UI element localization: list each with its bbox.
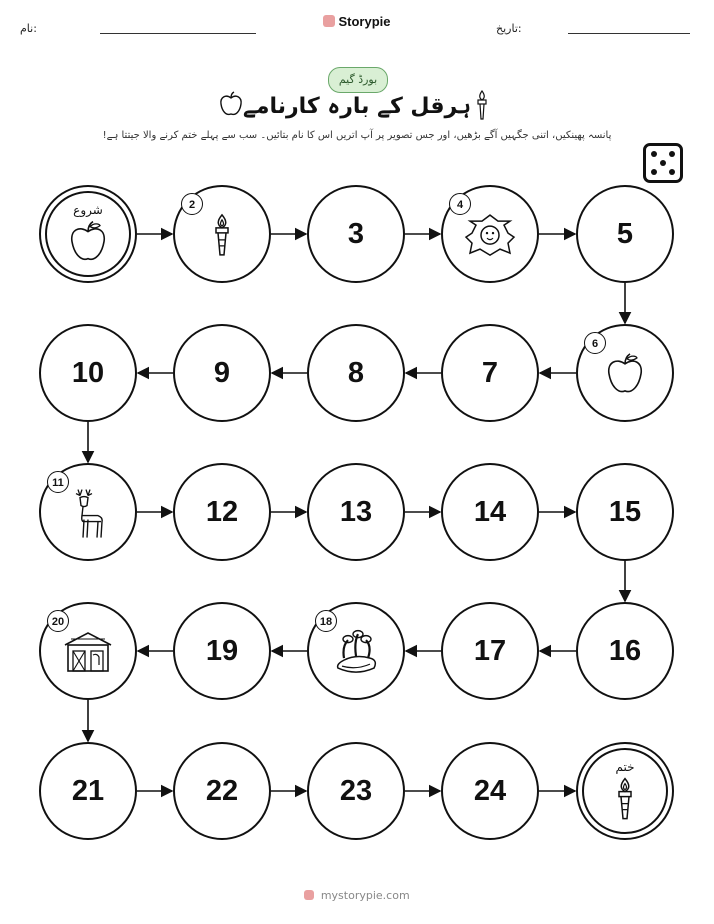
board-space-11 xyxy=(39,463,137,561)
space-number: 12 xyxy=(205,495,239,528)
board-space-18 xyxy=(307,602,405,700)
torch-icon xyxy=(211,213,233,261)
space-number: 21 xyxy=(71,774,105,807)
lion-skin-icon xyxy=(462,211,518,263)
torch-icon xyxy=(614,777,636,825)
board-space-8 xyxy=(307,324,405,422)
space-number: 14 xyxy=(473,495,507,528)
apple-icon xyxy=(68,220,108,268)
space-number: 20 xyxy=(47,610,69,632)
space-number: 3 xyxy=(347,217,365,250)
board-space-10 xyxy=(39,324,137,422)
start-label: شروع xyxy=(73,203,103,217)
space-number: 2 xyxy=(181,193,203,215)
stable-icon xyxy=(61,629,115,679)
board-space-17 xyxy=(441,602,539,700)
board-space-7 xyxy=(441,324,539,422)
space-number: 9 xyxy=(213,356,231,389)
space-number: 7 xyxy=(481,356,499,389)
footer-text: mystorypie.com xyxy=(320,889,410,902)
hydra-icon xyxy=(330,628,382,680)
page-title: ہرقل کے بارہ کارنامے xyxy=(242,94,472,119)
space-number: 6 xyxy=(584,332,606,354)
board-space-13 xyxy=(307,463,405,561)
board-space-24 xyxy=(441,742,539,840)
bear-footer-icon xyxy=(304,890,314,900)
board-space-15 xyxy=(576,463,674,561)
date-label: تاریخ: xyxy=(496,22,522,35)
space-number: 4 xyxy=(449,193,471,215)
brand-name: Storypie xyxy=(338,14,391,29)
board-space-3 xyxy=(307,185,405,283)
board-space-20 xyxy=(39,602,137,700)
board-space-12 xyxy=(173,463,271,561)
instructions: پانسہ پھینکیں، اتنی جگہیں آگے بڑھیں، اور جس تصویر پر آپ اتریں اس کا نام بتائیں۔ سب سے پہلے ختم کرنے والا جیتتا ہے! xyxy=(102,130,612,141)
board-space-5 xyxy=(576,185,674,283)
board-space-19 xyxy=(173,602,271,700)
board-space-16 xyxy=(576,602,674,700)
space-number: 11 xyxy=(47,471,69,493)
board-space-22 xyxy=(173,742,271,840)
board-space-4 xyxy=(441,185,539,283)
space-number: 16 xyxy=(608,634,642,667)
apple-icon xyxy=(605,352,645,400)
footer-url xyxy=(0,889,714,902)
board-space-23 xyxy=(307,742,405,840)
name-label: نام: xyxy=(20,22,37,35)
deer-icon xyxy=(68,486,108,546)
space-number: 23 xyxy=(339,774,373,807)
start-space xyxy=(39,185,137,283)
board-space-21 xyxy=(39,742,137,840)
board-space-9 xyxy=(173,324,271,422)
finish-space xyxy=(576,742,674,840)
finish-label: ختم xyxy=(615,760,635,774)
space-number: 18 xyxy=(315,610,337,632)
space-number: 22 xyxy=(205,774,239,807)
space-number: 19 xyxy=(205,634,239,667)
board-space-2 xyxy=(173,185,271,283)
board-game-badge: بورڈ گیم xyxy=(328,67,388,93)
space-number: 24 xyxy=(473,774,507,807)
space-number: 17 xyxy=(473,634,507,667)
space-number: 13 xyxy=(339,495,373,528)
space-number: 15 xyxy=(608,495,642,528)
board-space-6 xyxy=(576,324,674,422)
space-number: 8 xyxy=(347,356,365,389)
space-number: 10 xyxy=(71,356,105,389)
board-space-14 xyxy=(441,463,539,561)
space-number: 5 xyxy=(616,217,634,250)
